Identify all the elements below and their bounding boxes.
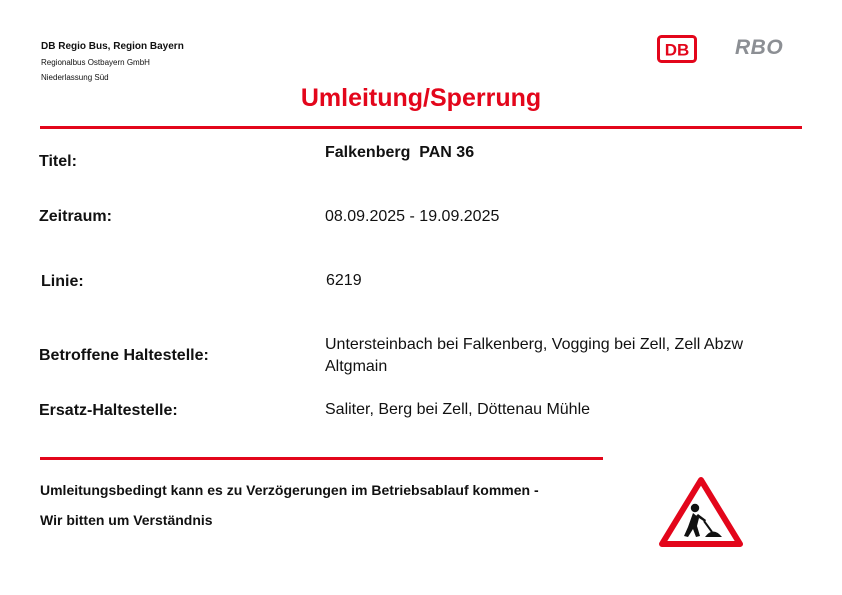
zeitraum-label: Zeitraum: [39,208,112,225]
titel-value: Falkenberg PAN 36 [325,144,475,161]
db-logo-text: DB [664,40,690,60]
rbo-logo: RBO [735,36,784,59]
top-divider [40,126,802,129]
titel-label: Titel: [39,153,77,170]
notice-line-2: Wir bitten um Verständnis [40,512,213,528]
ersatz-label: Ersatz-Haltestelle: [39,402,178,419]
organization-branch: Niederlassung Süd [41,73,109,82]
db-logo-icon [657,35,697,63]
roadworks-warning-icon [658,476,744,548]
betroffene-value: Untersteinbach bei Falkenberg, Vogging bei Zell, Zell Abzw Altgmain [325,336,744,375]
linie-value: 6219 [326,272,362,289]
notice-line-1: Umleitungsbedingt kann es zu Verzögerungen im Betriebsablauf kommen - [40,482,539,498]
organization-name: DB Regio Bus, Region Bayern [41,41,184,52]
bottom-divider [40,457,603,460]
page-title: Umleitung/Sperrung [300,84,542,112]
zeitraum-value: 08.09.2025 - 19.09.2025 [325,208,500,225]
linie-label: Linie: [41,273,84,290]
betroffene-label: Betroffene Haltestelle: [39,347,209,364]
ersatz-value: Saliter, Berg bei Zell, Döttenau Mühle [325,401,591,418]
organization-subtitle: Regionalbus Ostbayern GmbH [41,58,150,67]
